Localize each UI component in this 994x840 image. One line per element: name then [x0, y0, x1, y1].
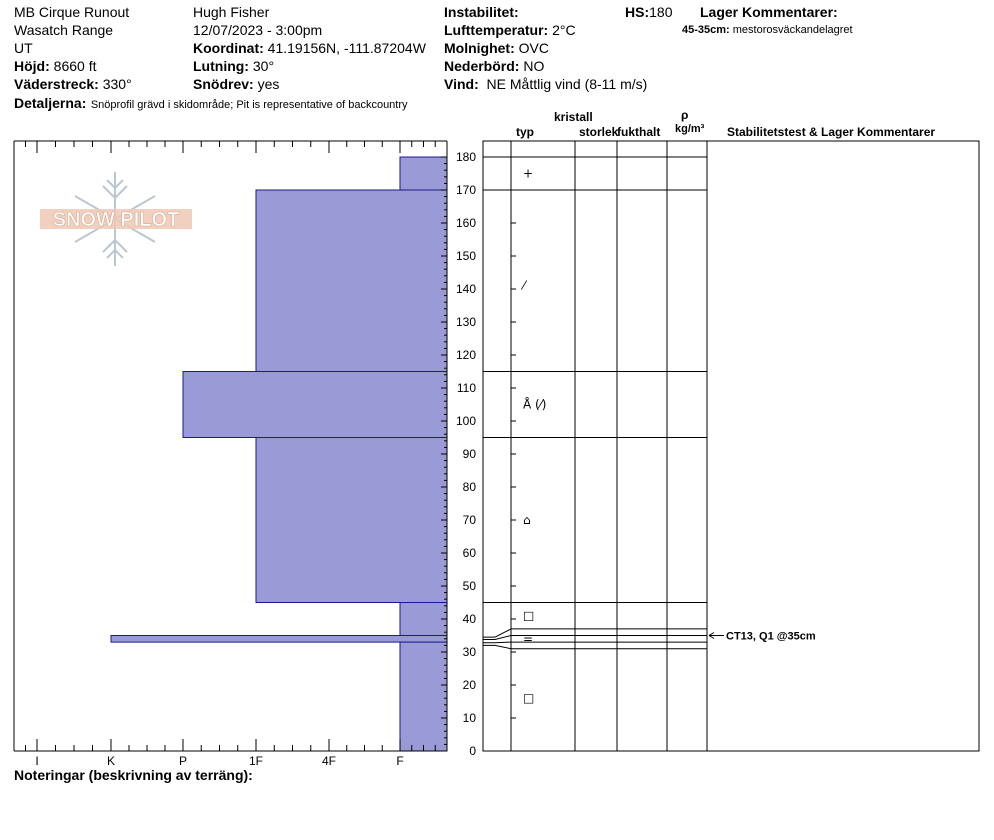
air-temperature-label: Lufttemperatur:	[444, 22, 549, 38]
sky-cover-label: Molnighet:	[444, 40, 515, 56]
precipitation-label: Nederbörd:	[444, 58, 520, 74]
height-label: 160	[455, 216, 476, 230]
wind-drift-value: yes	[257, 76, 280, 92]
mountain-range: Wasatch Range	[14, 22, 114, 38]
layer-comment-range: 45-35cm:	[682, 24, 730, 36]
logo-text: SNOW PILOT	[52, 209, 180, 231]
layer-comments-title: Lager Kommentarer:	[700, 4, 838, 20]
hardness-label: K	[106, 754, 116, 768]
hardness-label: I	[35, 754, 39, 768]
coordinates-label: Koordinat:	[193, 40, 264, 56]
grain-type-symbol: Å (⁄)	[523, 397, 547, 412]
height-label: 90	[462, 447, 476, 461]
snow-height-value: 180	[649, 4, 673, 20]
height-label: 40	[462, 612, 476, 626]
coordinates-value: 41.19156N, -111.87204W	[267, 40, 426, 56]
height-label: 0	[469, 744, 476, 758]
wind-drift-label: Snödrev:	[193, 76, 254, 92]
stability-header: Stabilitetstest & Lager Kommentarer	[727, 125, 936, 139]
aspect-value: 330°	[102, 76, 132, 92]
height-label: 120	[455, 348, 476, 362]
height-label: 150	[455, 249, 476, 263]
grain-type-symbol: □	[523, 608, 535, 623]
aspect-label: Väderstreck:	[14, 76, 99, 92]
grain-type-symbol: □	[523, 691, 535, 706]
elevation-label: Höjd:	[14, 58, 50, 74]
crystal-header: kristall	[554, 110, 593, 124]
instability-label: Instabilitet:	[444, 4, 519, 20]
elevation-value: 8660 ft	[53, 58, 97, 74]
height-label: 110	[456, 381, 476, 395]
height-label: 180	[455, 150, 476, 164]
hardness-bar-2	[183, 372, 447, 438]
hardness-bar-4	[400, 603, 447, 636]
size-header: storlek	[579, 125, 619, 139]
height-label: 100	[455, 414, 476, 428]
slope-label: Lutning:	[193, 58, 249, 74]
height-label: 60	[462, 546, 476, 560]
moisture-header: fukthalt	[617, 125, 661, 139]
grain-type-symbol: ⌂	[523, 513, 531, 527]
hardness-bar-0	[400, 157, 447, 190]
snow-height-label: HS:	[625, 4, 650, 20]
observation-datetime: 12/07/2023 - 3:00pm	[193, 22, 323, 38]
air-temperature-value: 2°C	[552, 22, 576, 38]
height-label: 20	[462, 678, 476, 692]
wind-label: Vind:	[444, 76, 479, 92]
height-label: 130	[455, 315, 476, 329]
height-label: 50	[462, 579, 476, 593]
layer-connector	[483, 629, 511, 637]
details-value: Snöprofil grävd i skidområde; Pit is representative of backcountry	[90, 99, 408, 111]
hardness-bar-5	[111, 636, 447, 643]
stability-test-label: CT13, Q1 @35cm	[726, 630, 816, 643]
height-label: 30	[462, 645, 476, 659]
notes-label: Noteringar (beskrivning av terräng):	[14, 767, 253, 783]
layer-connector	[483, 642, 511, 643]
height-label: 80	[462, 480, 476, 494]
observer-name: Hugh Fisher	[193, 4, 270, 20]
height-label: 10	[462, 711, 476, 725]
density-symbol: ρ	[681, 108, 689, 122]
type-header: typ	[516, 125, 534, 139]
height-label: 140	[455, 282, 476, 296]
grain-type-symbol: +	[523, 166, 534, 181]
hardness-label: F	[396, 754, 404, 768]
wind-value: NE Måttlig vind (8-11 m/s)	[486, 76, 648, 92]
hardness-bar-6	[400, 642, 447, 751]
layer-table-frame	[483, 141, 979, 751]
height-label: 170	[455, 183, 476, 197]
state: UT	[14, 40, 33, 56]
details-label: Detaljerna:	[14, 95, 87, 111]
hardness-bar-3	[256, 438, 447, 603]
hardness-bar-1	[256, 190, 447, 372]
grain-type-symbol: ⁄	[523, 278, 526, 293]
slope-value: 30°	[252, 58, 275, 74]
location-name: MB Cirque Runout	[14, 4, 130, 20]
layer-comment-text: mestorosväckandelagret	[732, 24, 853, 36]
layer-connector	[483, 645, 511, 648]
grain-type-symbol: =	[523, 631, 534, 646]
precipitation-value: NO	[523, 58, 545, 74]
density-unit: kg/m³	[675, 123, 705, 135]
sky-cover-value: OVC	[518, 40, 549, 56]
height-label: 70	[462, 513, 476, 527]
hardness-label: 4F	[321, 754, 337, 768]
hardness-label: P	[178, 754, 188, 768]
hardness-label: 1F	[248, 754, 264, 768]
